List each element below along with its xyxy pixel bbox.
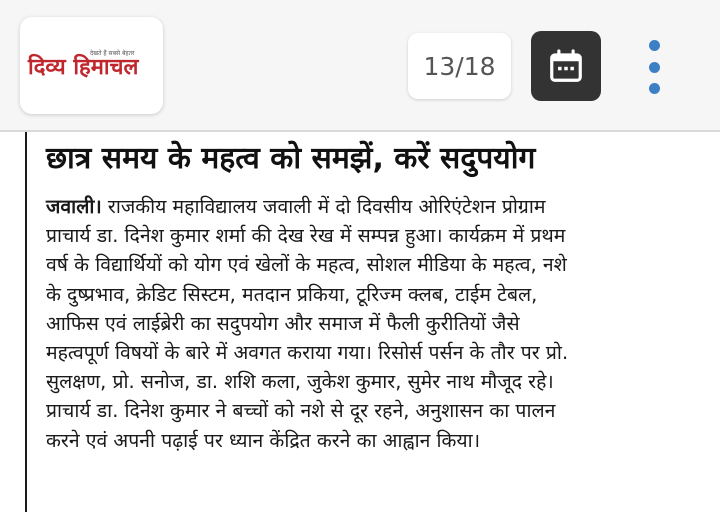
- article-dateline: जवाली।: [46, 195, 102, 218]
- article-headline: छात्र समय के महत्व को समझें, करें सदुपयोग: [46, 141, 536, 176]
- newspaper-clipping[interactable]: [0, 132, 720, 512]
- logo-mark: [26, 44, 158, 88]
- newspaper-logo[interactable]: [20, 17, 163, 114]
- article-line-8: प्राचार्य डा. दिनेश कुमार ने बच्चों को नशे से दूर रहने, अनुशासन का पालन: [46, 399, 556, 423]
- article-line-4: के दुष्प्रभाव, क्रेडिट सिस्टम, मतदान प्रकिया, टूरिज्म क्लब, टाईम टेबल,: [46, 282, 538, 306]
- article-line-7: सुलक्षण, प्रो. सनोज, डा. शशि कला, जुकेश कुमार, सुमेर नाथ मौजूद रहे।: [46, 370, 554, 394]
- more-options-button[interactable]: [634, 40, 674, 94]
- article-line-2: प्राचार्य डा. दिनेश कुमार शर्मा की देख रेख में सम्पन्न हुआ। कार्यक्रम में प्रथम: [46, 224, 566, 248]
- calendar-button[interactable]: [531, 31, 601, 101]
- more-vertical-icon-dot-1: [649, 40, 660, 51]
- calendar-icon: [547, 47, 585, 85]
- article-line-5: आफिस एवं लाईब्रेरी का सदुपयोग और समाज में फैली कुरीतियों जैसे: [46, 311, 520, 335]
- article-line-9: करने एवं अपनी पढ़ाई पर ध्यान केंद्रित करने का आह्वान किया।: [46, 428, 481, 452]
- app-header: [0, 0, 720, 132]
- article-line-1: [46, 192, 710, 221]
- article-body: [46, 192, 710, 455]
- logo-wordmark: दिव्य हिमाचल: [27, 54, 138, 80]
- article-line-1-text: राजकीय महाविद्यालय जवाली में दो दिवसीय ओरिएंटेशन प्रोग्राम: [101, 195, 546, 218]
- more-vertical-icon-dot-2: [649, 62, 660, 73]
- article-line-3: वर्ष के विद्यार्थियों को योग एवं खेलों के महत्व, सोशल मीडिया के महत्व, नशे: [46, 253, 567, 277]
- article-line-6: महत्वपूर्ण विषयों के बारे में अवगत कराया गया। रिसोर्स पर्सन के तौर पर प्रो.: [46, 341, 569, 365]
- more-vertical-icon-dot-3: [649, 83, 660, 94]
- page-counter[interactable]: 13/18: [408, 33, 511, 99]
- logo-tagline: देखते हैं सबसे बेहतर: [89, 49, 134, 57]
- column-rule: [25, 132, 27, 512]
